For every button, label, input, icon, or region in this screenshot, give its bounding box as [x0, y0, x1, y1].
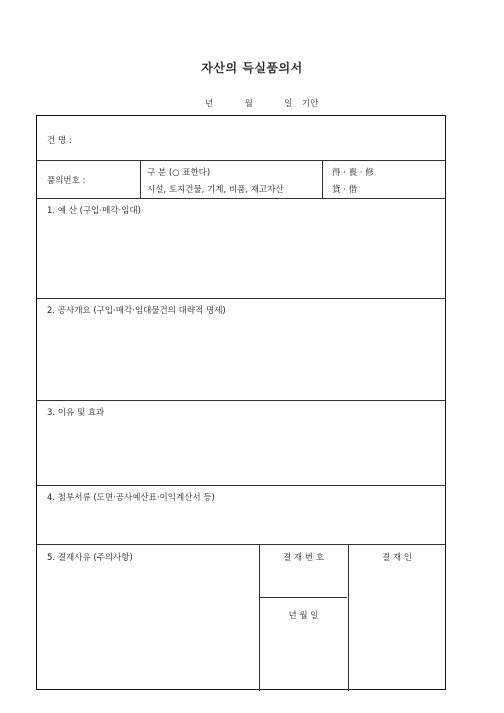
form-table: [36, 115, 446, 690]
divider: [37, 485, 445, 486]
section-decision-reason-label: 5. 결재사유 (주의사항): [47, 553, 133, 563]
section-attachments-label: 4. 첨부서류 (도면·공사예산표·이익계산서 등): [47, 493, 215, 503]
document-title: 자산의 득실품의서: [201, 61, 303, 75]
section-budget-label: 1. 예 산 (구입·매각·임대): [47, 206, 141, 216]
transaction-type-line1: 得 · 喪 · 修: [332, 168, 374, 178]
divider: [37, 298, 445, 299]
divider: [140, 160, 141, 198]
decision-number-label: 결 재 번 호: [283, 553, 324, 563]
divider: [259, 597, 347, 598]
category-items: 시설, 토지건물, 기계, 비품, 재고자산: [147, 185, 284, 195]
transaction-type-line2: 貸 · 借: [332, 185, 358, 195]
decision-signer-label: 결 재 인: [381, 553, 413, 563]
date-line: [205, 97, 318, 109]
section-reason-label: 3. 이유 및 효과: [47, 408, 105, 418]
section-overview-label: 2. 공사개요 (구입·매각·임대물건의 대략적 명세): [47, 306, 226, 316]
approval-number-label: 품의번호 :: [47, 176, 86, 186]
divider: [322, 160, 323, 198]
date-suffix: 기안: [301, 99, 319, 109]
divider: [348, 544, 349, 691]
divider: [37, 400, 445, 401]
divider: [37, 198, 445, 199]
divider: [37, 544, 445, 545]
date-year: 년: [205, 99, 214, 109]
subject-label: 건 명 :: [47, 136, 72, 146]
category-label: 구 분 (○ 표한다): [147, 168, 211, 178]
divider: [37, 160, 445, 161]
date-month: 월: [244, 99, 253, 109]
date-day: 일: [284, 99, 293, 109]
decision-date-label: 년 월 일: [288, 611, 319, 621]
